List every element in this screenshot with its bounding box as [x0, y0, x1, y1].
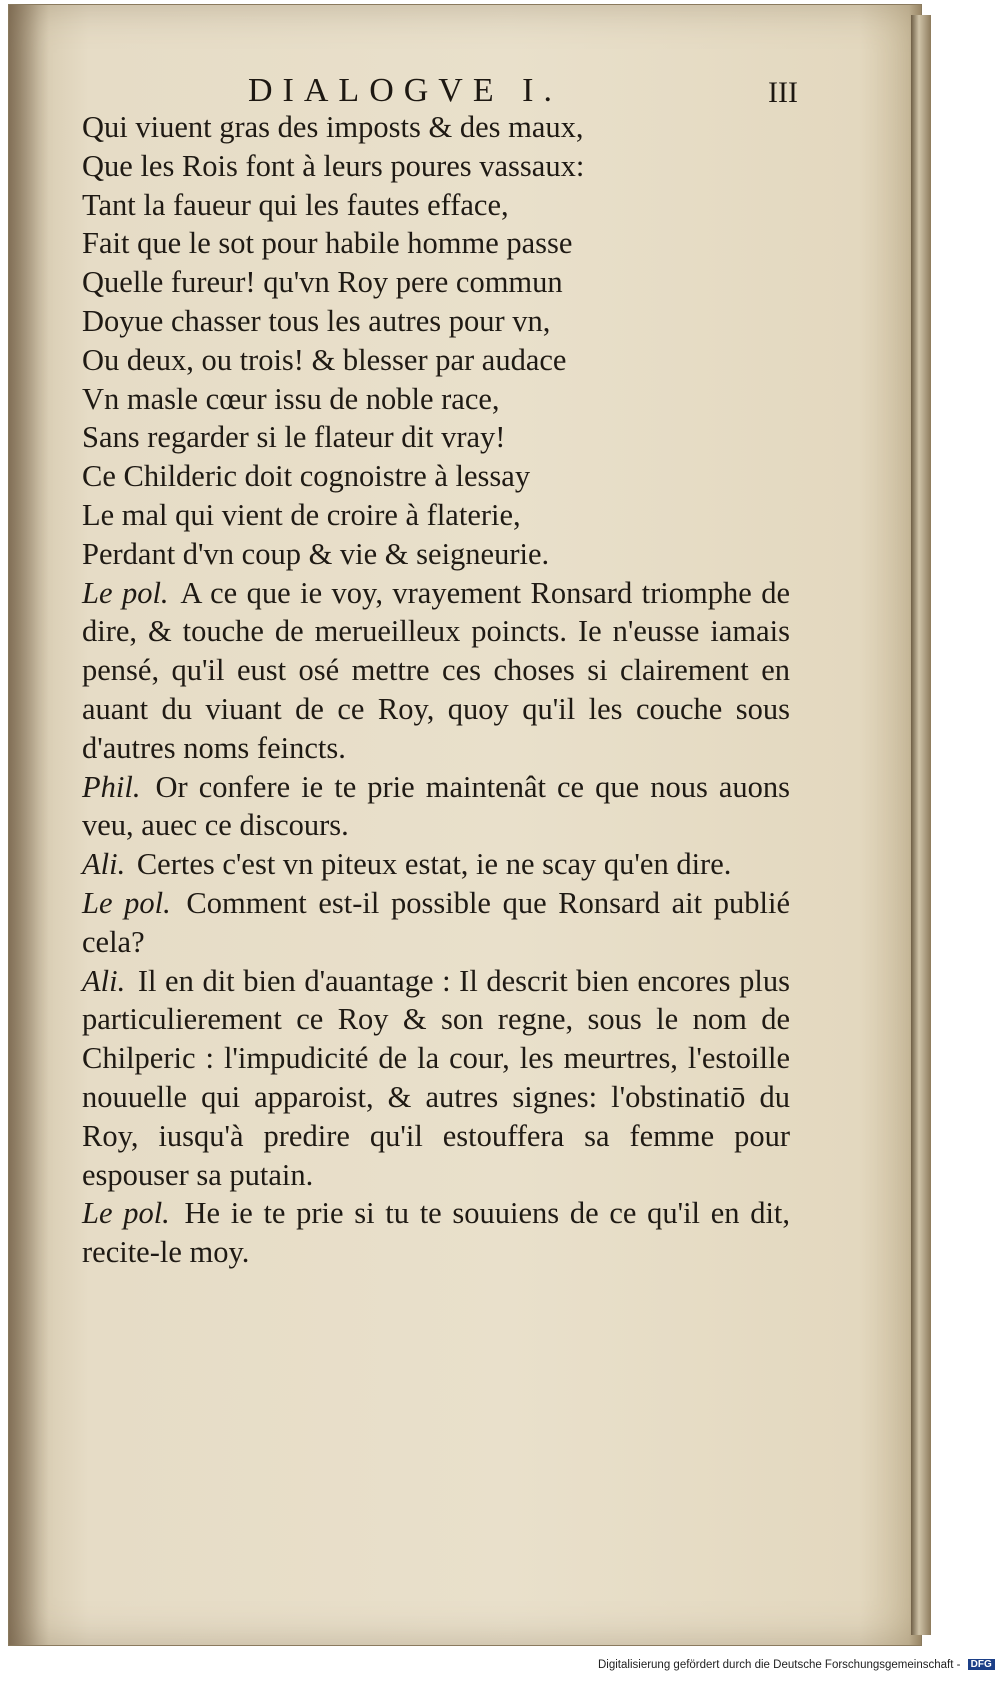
speech-paragraph — [82, 768, 790, 846]
verse-line: Fait que le sot pour habile homme passe — [82, 226, 573, 261]
verse-line: Le mal qui vient de croire à flaterie, — [82, 497, 521, 532]
speaker-label: Ali. — [82, 847, 126, 882]
speech-paragraph — [82, 962, 790, 1195]
speech-text: A ce que ie voy, vrayement Ronsard triomphe de dire, & touche de merueilleux poincts. Ie n'eusse iamais pensé, qu'il eust osé mettre ces choses si clairement en auant du viuant de ce Roy, quoy qu'il les couche sous d'autres noms feincts. — [82, 575, 790, 765]
text-block — [82, 108, 790, 1272]
verse-line: Doyue chasser tous les autres pour vn, — [82, 303, 551, 338]
spine-shadow — [9, 5, 49, 1645]
verse-block — [82, 108, 790, 574]
running-head: DIALOGVE I. — [248, 72, 562, 109]
speaker-label: Le pol. — [82, 575, 169, 610]
verse-line: Ce Childeric doit cognoistre à lessay — [82, 459, 531, 494]
speech-paragraph — [82, 574, 790, 768]
verse-line: Tant la faueur qui les fautes efface, — [82, 187, 509, 222]
speech-paragraph — [82, 884, 790, 962]
speech-paragraph — [82, 1194, 790, 1272]
verse-line: Qui viuent gras des imposts & des maux, — [82, 110, 584, 144]
verse-line: Perdant d'vn coup & vie & seigneurie. — [82, 536, 550, 571]
verse-line: Vn masle cœur issu de noble race, — [82, 381, 500, 416]
speech-paragraph — [82, 845, 790, 884]
speaker-label: Ali. — [82, 963, 126, 998]
speech-text: Il en dit bien d'auantage : Il descrit bien encores plus particulierement ce Roy & son regne, sous le nom de Chilperic : l'impudicité de la cour, les meurtres, l'estoille nouuelle qui apparoist, & autres signes: l'obstinatiō du Roy, iusqu'à predire qu'il estouffera sa femme pour espouser sa putain. — [82, 963, 790, 1192]
speaker-label: Phil. — [82, 769, 141, 804]
dfg-logo: DFG — [968, 1659, 995, 1670]
credit-text: Digitalisierung gefördert durch die Deutsche Forschungsgemeinschaft - — [598, 1659, 961, 1671]
verse-line: Que les Rois font à leurs poures vassaux: — [82, 148, 585, 183]
speech-text: Or confere ie te prie maintenât ce que nous auons veu, auec ce discours. — [82, 769, 791, 843]
speech-text: Certes c'est vn piteux estat, ie ne scay qu'en dire. — [136, 847, 732, 882]
verse-line: Quelle fureur! qu'vn Roy pere commun — [82, 265, 563, 300]
verse-line: Sans regarder si le flateur dit vray! — [82, 420, 506, 455]
speaker-label: Le pol. — [82, 885, 171, 920]
digitization-credit — [598, 1659, 995, 1671]
speech-text: Comment est-il possible que Ronsard ait publié cela? — [82, 885, 790, 959]
speech-text: He ie te prie si tu te souuiens de ce qu'il en dit, recite-le moy. — [82, 1196, 791, 1270]
speaker-label: Le pol. — [82, 1196, 170, 1231]
page-edge — [911, 15, 931, 1635]
verse-line: Ou deux, ou trois! & blesser par audace — [82, 342, 567, 377]
folio-number: III — [768, 76, 798, 109]
